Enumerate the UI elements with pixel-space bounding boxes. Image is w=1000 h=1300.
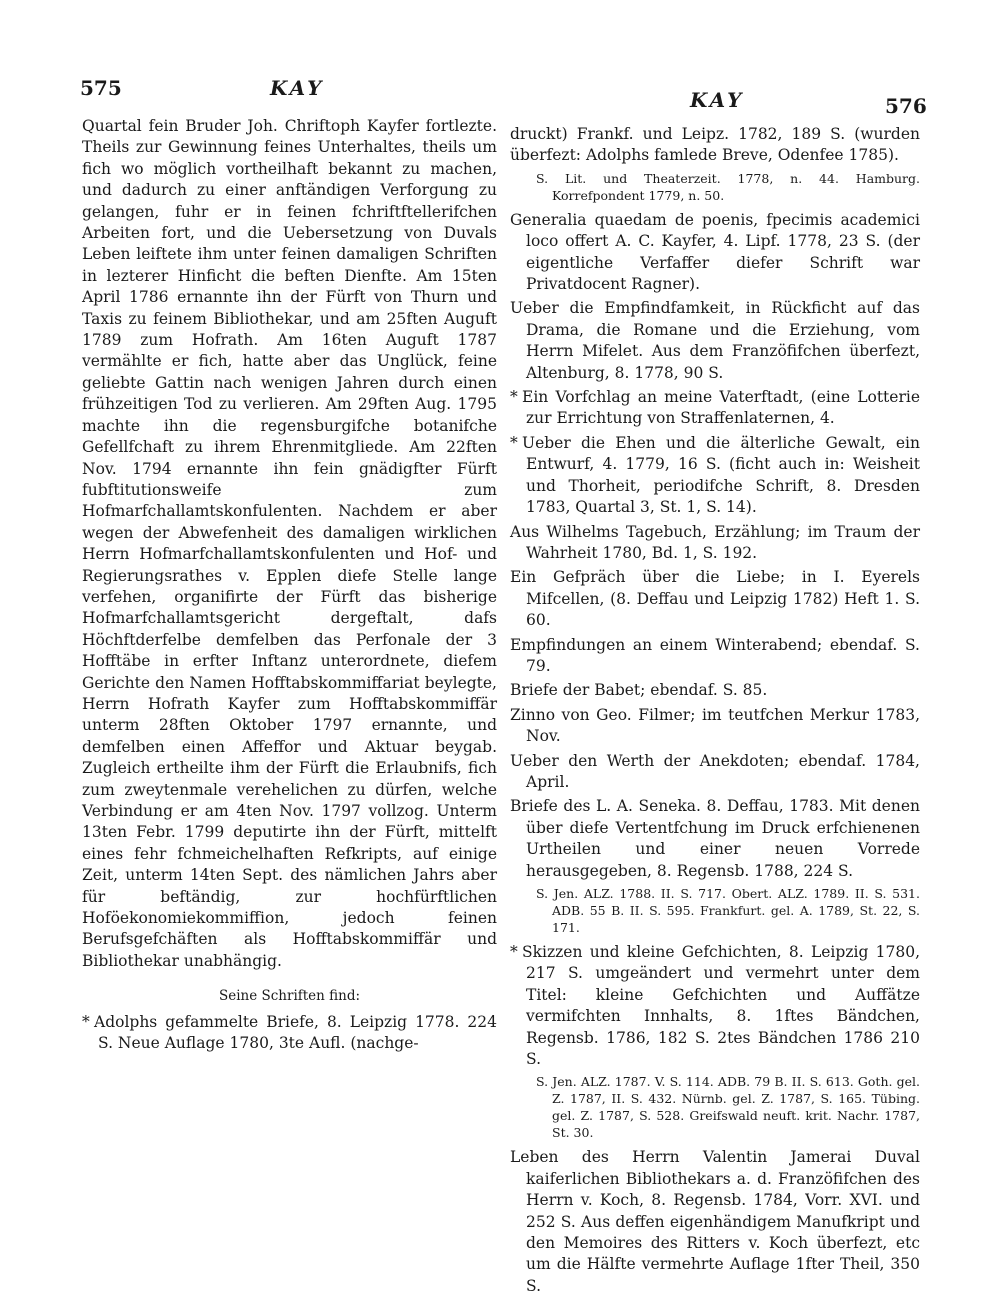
- bibliography-entry: [510, 210, 920, 296]
- asterisk-marker: *: [510, 943, 518, 961]
- bibliography-entry: [510, 522, 920, 565]
- entry-text: Ueber die Ehen und die älterliche Gewalt, ein Entwurf, 4. 1779, 16 S. (ficht auch in: Weisheit und Thorheit, periodifche Schrift, 8. Dresden 1783, Quartal 3, St. 1, S. 14).: [522, 433, 920, 517]
- review-citation: S. Jen. ALZ. 1788. II. S. 717. Obert. ALZ. 1789. II. S. 531. ADB. 55 B. II. S. 595. Frankfurt. gel. A. 1789, St. 22, S. 171.: [536, 886, 920, 935]
- entry-text: Generalia quaedam de poenis, fpecimis academici loco offert A. C. Kayfer, 4. Lipf. 1778, 23 S. (der eigentliche Verfaffer diefer Schrift war Privatdocent Ragner).: [510, 210, 920, 294]
- entry-text: Ein Gefpräch über die Liebe; in I. Eyerels Mifcellen, (8. Deffau und Leipzig 1782) Heft 1. S. 60.: [510, 568, 920, 630]
- biography-text: Quartal fein Bruder Joh. Chriftoph Kayfer fortlezte. Theils zur Gewinnung feines Unterhaltes, theils um fich wo möglich vortheilhaft bekannt zu machen, und dadurch zu einer anftändigen Verforgung zu gelangen, fuhr er in feinen fchriftftellerifchen Arbeiten fort, und die Uebersetzung von Duvals Leben leiftete ihm unter feinen damaligen Schriften in lezterer Hinficht die beften Dienfte. Am 15ten April 1786 ernannte ihn der Fürft von Thurn und Taxis zu feinem Bibliothekar, und am 25ften Auguft 1789 zum Hofrath. Am 16ten Auguft 1787 vermählte er fich, hatte aber das Unglück, feine geliebte Gattin nach wenigen Jahren durch einen frühzeitigen Tod zu verlieren. Am 29ften Aug. 1795 machte ihn die regensburgifche botanifche Gefellfchaft zu ihrem Ehrenmitgliede. Am 22ften Nov. 1794 ernannte ihn fein gnädigfter Fürft fubftitutionsweife zum Hofmarfchallamtskonfulenten. Nachdem er aber wegen der Abwefenheit des damaligen wirklichen Herrn Hofmarfchallamtskonfulenten und Hof- und Regierungsrathes v. Epplen diefe Stelle lange verfehen, organifirte der Fürft das bisherige Hofmarfchallamtsgericht dergeftalt, dafs Höchftderfelbe demfelben das Perfonale der 3 Hofftäbe in erfter Inftanz unterordnete, diefem Gerichte den Namen Hofftabskommiffariat beylegte, Herrn Hofrath Kayfer zum Hofftabskommiffär unterm 28ften Oktober 1797 ernannte, und demfelben einen Affeffor und Aktuar beygab. Zugleich ertheilte ihm der Fürft die Erlaubnifs, fich zum zweytenmale verehelichen zu dürfen, welche Verbindung er am 4ten Nov. 1797 vollzog. Unterm 13ten Febr. 1799 deputirte ihn der Fürft, mittelft eines fehr fchmeichelhaften Refkripts, auf einige Zeit, unterm 14ten Sept. des nämlichen Jahrs aber für beftändig, zur hochfürftlichen Hoföekonomiekommiffion, jedoch feinen Berufsgefchäften als Hofftabskommiffär und Bibliothekar unabhängig.: [82, 117, 497, 970]
- bibliography-entry: [510, 751, 920, 794]
- entry-text: Ueber die Empfindfamkeit, in Rückficht auf das Drama, die Romane und die Erziehung, vom Herrn Mifelet. Aus dem Franzöfifchen überfezt, Altenburg, 8. 1778, 90 S.: [510, 299, 920, 382]
- entry-text: Ein Vorfchlag an meine Vaterftadt, (eine Lotterie zur Errichtung von Straffenlaternen, 4.: [522, 388, 920, 428]
- entry-text: Zinno von Geo. Filmer; im teutfchen Merkur 1783, Nov.: [510, 705, 920, 746]
- running-head-left: KAY: [270, 76, 325, 100]
- bibliography-entry: [510, 567, 920, 631]
- page-number-right: 576: [885, 94, 927, 118]
- bibliography-entry: [510, 387, 920, 430]
- review-citation: S. Jen. ALZ. 1787. V. S. 114. ADB. 79 B. II. S. 613. Goth. gel. Z. 1787, II. S. 432. Nürnb. gel. Z. 1787, S. 165. Tübing. gel. Z. 1787, S. 528. Greifswald neuft. krit. Nachr. 1787, St. 30.: [536, 1074, 920, 1141]
- bibliography-entry: [510, 635, 920, 678]
- asterisk-marker: *: [510, 388, 518, 407]
- entry-text: Skizzen und kleine Gefchichten, 8. Leipzig 1780, 217 S. umgeändert und vermehrt unter dem Titel: kleine Gefchichten und Auffätze vermifchten Innhalts, 8. 1ftes Bändchen, Regensb. 1786, 182 S. 2tes Bändchen 1786 210 S.: [522, 943, 920, 1069]
- entry-text: Empfindungen an einem Winterabend; ebendaf. S. 79.: [510, 635, 920, 675]
- running-head-right: KAY: [690, 88, 745, 112]
- asterisk-marker: *: [82, 1012, 90, 1031]
- entry-text: Aus Wilhelms Tagebuch, Erzählung; im Traum der Wahrheit 1780, Bd. 1, S. 192.: [510, 522, 920, 562]
- bibliography-entry: [510, 1147, 920, 1297]
- entry-text: druckt) Frankf. und Leipz. 1782, 189 S. (wurden überfezt: Adolphs famlede Breve, Odenfee 1785).: [510, 125, 920, 165]
- bibliography-entry: [510, 680, 920, 701]
- bibliography-entry: [82, 1012, 497, 1055]
- entry-text: Ueber den Werth der Anekdoten; ebendaf. 1784, April.: [510, 751, 920, 791]
- bibliography-entry: [510, 796, 920, 882]
- entry-text: Briefe des L. A. Seneka. 8. Deffau, 1783. Mit denen über diefe Vertentfchung im Druck erfchienenen Urtheilen und einer neuen Vorrede herausgegeben, 8. Regensb. 1788, 224 S.: [510, 797, 920, 880]
- asterisk-marker: *: [510, 433, 518, 452]
- entry-text: Leben des Herrn Valentin Jamerai Duval kaiferlichen Bibliothekars a. d. Franzöfifchen des Herrn v. Koch, 8. Regensb. 1784, Vorr. XVI. und 252 S. Aus deffen eigenhändigem Manufkript und den Memoires des Ritters v. Koch überfezt, etc um die Hälfte vermehrte Auflage 1fter Theil, 350 S.: [510, 1148, 920, 1295]
- bibliography-entry: [510, 942, 920, 1070]
- entry-text: Adolphs gefammelte Briefe, 8. Leipzig 1778. 224 S. Neue Auflage 1780, 3te Aufl. (nachge-: [94, 1012, 497, 1053]
- bibliography-entry: [510, 705, 920, 748]
- review-citation: S. Lit. und Theaterzeit. 1778, n. 44. Hamburg. Korrefpondent 1779, n. 50.: [536, 170, 920, 203]
- entry-text: Briefe der Babet; ebendaf. S. 85.: [510, 681, 768, 700]
- works-subheading: Seine Schriften find:: [218, 988, 361, 1005]
- page-number-left: 575: [80, 76, 122, 100]
- bibliography-entry: [510, 433, 920, 519]
- bibliography-entry: [510, 298, 920, 384]
- right-column: [510, 124, 920, 1300]
- left-column: [82, 116, 497, 1057]
- bibliography-entry: [510, 124, 920, 167]
